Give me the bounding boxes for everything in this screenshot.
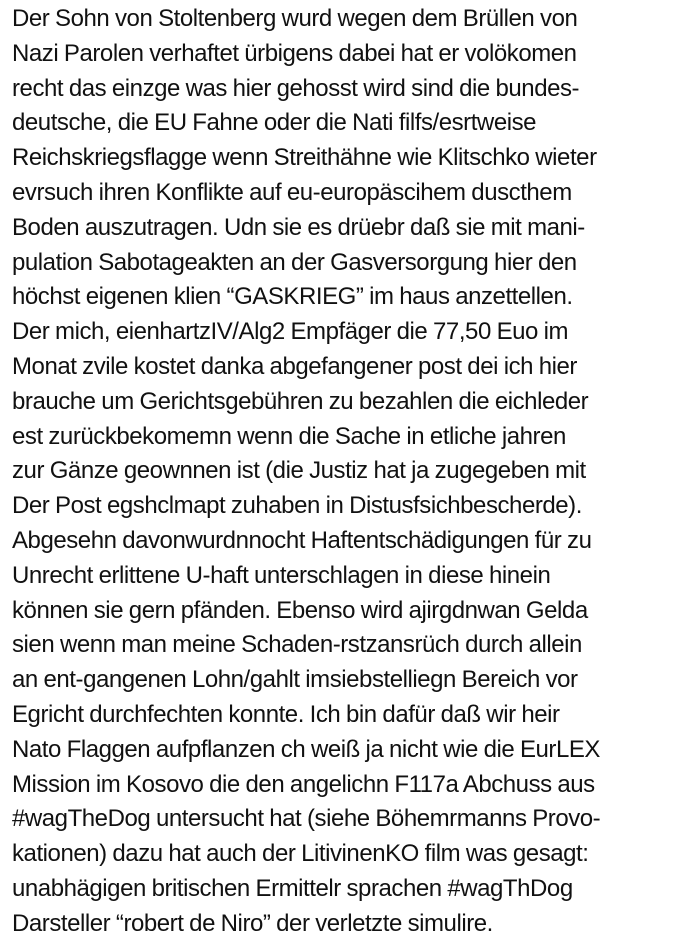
text-line: an ent-gangenen Lohn/gahlt imsiebstelliegn Bereich vor [12,666,578,694]
text-line: zur Gänze geownnen ist (die Justiz hat ja zugegeben mit [12,457,586,485]
text-line: Darsteller “robert de Niro” der verletzte simulire. [12,909,493,937]
text-line: Der mich, eienhartzIV/Alg2 Empfäger die 77,50 Euo im [12,318,569,346]
text-line: est zurückbekomemn wenn die Sache in etliche jahren [12,422,566,450]
text-line: Boden auszutragen. Udn sie es drüebr daß sie mit mani- [12,213,585,241]
text-line: können sie gern pfänden. Ebenso wird ajirgdnwan Gelda [12,596,588,624]
text-line: Nazi Parolen verhaftet ürbigens dabei hat er volökomen [12,39,577,67]
text-line: Der Post egshclmapt zuhaben in Distusfsichbescherde). [12,492,582,520]
text-line: Der Sohn von Stoltenberg wurd wegen dem Brüllen von [12,5,578,32]
text-line: evrsuch ihren Konflikte auf eu-europäscihem duscthem [12,178,572,206]
text-line: #wagTheDog untersucht hat (siehe Böhemrmanns Provo- [12,805,601,833]
text-line: deutsche, die EU Fahne oder die Nati filfs/esrtweise [12,109,537,137]
text-line: recht das einzge was hier gehosst wird sind die bundes- [12,74,580,102]
text-line: Abgesehn davonwurdnnocht Haftentschädigungen für zu [12,526,592,554]
text-line: pulation Sabotageakten an der Gasversorgung hier den [12,248,577,276]
text-line: unabhägigen britischen Ermittelr sprachen #wagThDog [12,874,573,902]
text-line: Reichskriegsflagge wenn Streithähne wie Klitschko wieter [12,144,597,172]
text-line: brauche um Gerichtsgebühren zu bezahlen die eichleder [12,387,589,415]
text-line: höchst eigenen klien “GASKRIEG” im haus anzettellen. [12,283,573,311]
text-line: Mission im Kosovo die den angelichn F117a Abchuss aus [12,770,595,798]
text-line: Nato Flaggen aufpflanzen ch weiß ja nicht wie die EurLEX [12,735,600,763]
text-line: Monat zvile kostet danka abgefangener post dei ich hier [12,352,577,380]
text-line: sien wenn man meine Schaden-rstzansrüch durch allein [12,631,582,659]
text-line: Unrecht erlittene U-haft unterschlagen in diese hinein [12,561,551,589]
text-line: Egricht durchfechten konnte. Ich bin dafür daß wir heir [12,700,560,728]
document-page [12,2,682,938]
text-line: kationen) dazu hat auch der LitivinenKO film was gesagt: [12,840,589,868]
